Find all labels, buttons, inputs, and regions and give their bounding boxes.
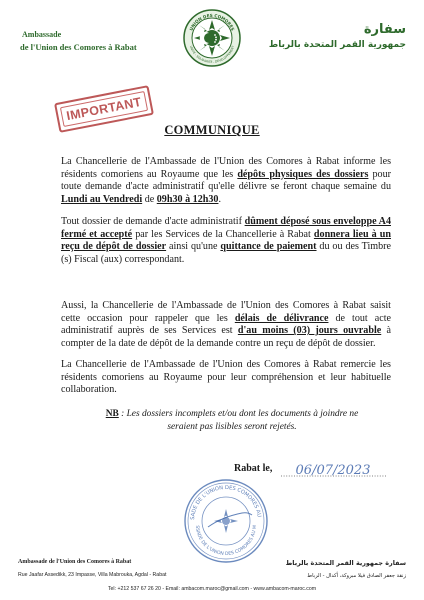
- p2-text-e: ainsi qu'une: [166, 241, 221, 252]
- p2-text-a: Tout dossier de demande d'acte administratif: [61, 216, 245, 227]
- p3-text-e: à compter de la date de dépôt de la demande contre un reçu de dépôt de dossier.: [61, 325, 391, 349]
- seal-ring-bottom: SSADE DE L'UNION DES COMORES AU M: [193, 525, 259, 558]
- footer-address: Rue Jaafar Assedikk, 23 Impasse, Villa Mabrouka, Agdal - Rabat: [18, 572, 167, 578]
- p2-emphasis-payment: quittance de paiement: [220, 241, 317, 252]
- p1-text-g: .: [218, 193, 221, 205]
- embassy-seal: [182, 477, 270, 565]
- embassy-name-arabic: [256, 22, 406, 50]
- p1-emphasis-deposits: dépôts physiques des dossiers: [237, 168, 369, 180]
- footer-embassy-name-arabic: سفارة جمهورية القمر المتحدة بالرباط: [285, 559, 406, 567]
- handwritten-date: [281, 462, 386, 480]
- document-title: [0, 123, 424, 138]
- footer-address-arabic: زنقة جعفر الصادق فيلا مبروكة، أكدال - الرباط: [307, 573, 406, 579]
- footer-contact: Tel: +212 537 67 26 20 - Email: ambacom.maroc@gmail.com - www.ambacom-maroc.com: [107, 586, 317, 592]
- note-label: NB: [105, 409, 119, 419]
- paragraph-thanks: La Chancellerie de l'Ambassade de l'Union des Comores à Rabat remercie les résidents comoriens au Royaume pour leur compréhension et leur habituelle collaboration.: [61, 359, 391, 395]
- p1-text-e: de: [142, 193, 157, 205]
- embassy-name-french: [20, 30, 170, 52]
- paragraph-schedule: [61, 156, 391, 206]
- note-block: [92, 408, 372, 433]
- date-value: 06/07/2023: [295, 463, 371, 478]
- p3-emphasis-days: d'au moins (03) jours ouvrable: [237, 325, 382, 336]
- p1-emphasis-days: Lundi au Vendredi: [61, 193, 143, 205]
- embassy-country: de l'Union des Comores à Rabat: [20, 42, 137, 52]
- embassy-label-arabic: سفارة: [363, 22, 406, 37]
- embassy-country-arabic: جمهورية القمر المتحدة بالرباط: [268, 40, 406, 50]
- comoros-emblem-logo: [182, 8, 242, 68]
- footer-arabic: [206, 559, 406, 579]
- emblem-top-text: UNION DES COMORES: [188, 12, 236, 32]
- note-text: : Les dossiers incomplets et/ou dont les documents à joindre ne seraient pas lisibles seront rejetés.: [118, 409, 359, 432]
- p2-emphasis-receipt: donnera lieu à un reçu de dépôt de dossier: [61, 228, 391, 252]
- important-stamp: IMPORTANT: [54, 85, 154, 133]
- footer-embassy-name: Ambassade de l'Union des Comores à Rabat: [18, 559, 132, 565]
- p3-text-a: Aussi, la Chancellerie de l'Ambassade de l'Union des Comores à Rabat saisit cette occasion pour rappeler que les: [61, 300, 391, 324]
- p2-text-c: par les Services de la Chancellerie à Rabat: [132, 228, 314, 240]
- paragraph-delays: [61, 300, 391, 350]
- date-label: Rabat le,: [234, 463, 273, 474]
- p1-emphasis-hours: 09h30 à 12h30: [156, 193, 219, 205]
- emblem-motto-text: UNITÉ - SOLIDARITÉ - DÉVELOPPEMENT: [188, 45, 236, 65]
- p2-text-g: du ou des Timbre (s) Fiscal (aux) correspondant.: [61, 241, 391, 265]
- paragraph-deposit: [61, 216, 391, 266]
- p3-text-c: de tout acte administratif auprès de ses Services est: [61, 312, 391, 336]
- p3-emphasis-delays: délais de délivrance: [234, 312, 329, 324]
- p1-text-c: pour toute demande d'acte administratif qu'elle délivre se feront chaque semaine du: [61, 168, 391, 192]
- footer-french: [18, 559, 218, 578]
- p2-emphasis-envelope: dûment déposé sous enveloppe A4 fermé et accepté: [61, 216, 391, 240]
- seal-ring-top: SADE DE L'UNION DES COMORES AU: [189, 484, 262, 521]
- embassy-label: Ambassade: [22, 30, 62, 39]
- title-text: COMMUNIQUE: [164, 123, 260, 137]
- p1-text-a: La Chancellerie de l'Ambassade de l'Union des Comores à Rabat informe les résidents comoriens au Royaume que les: [61, 156, 391, 180]
